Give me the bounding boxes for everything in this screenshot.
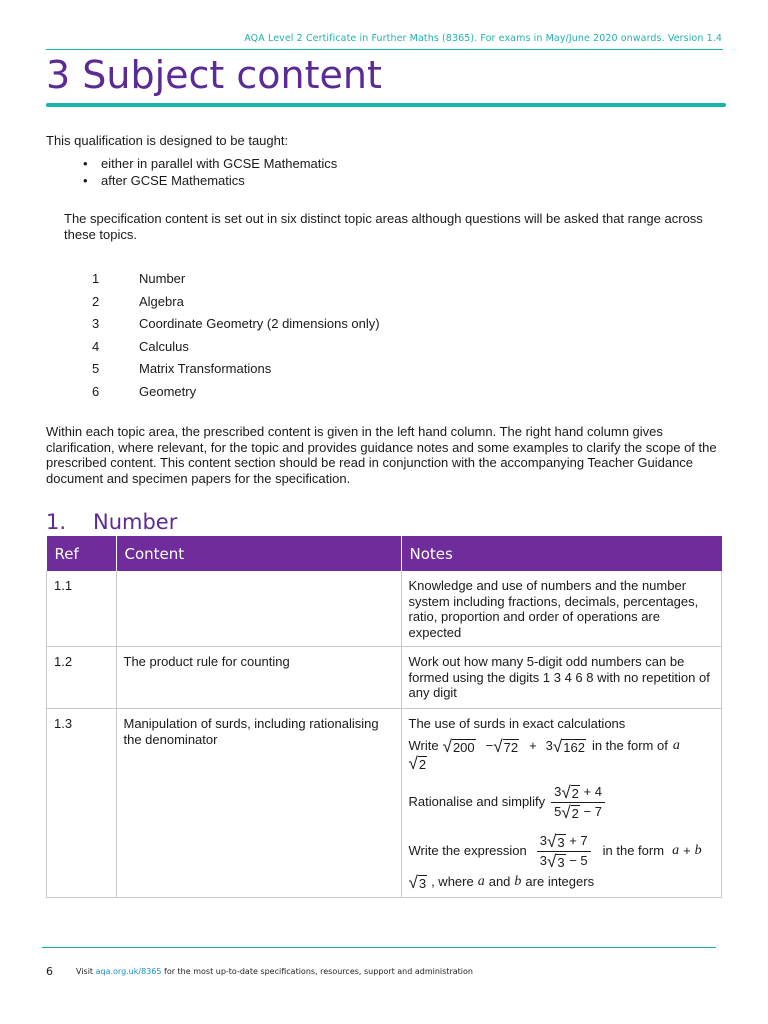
ref-cell: 1.3 bbox=[47, 709, 117, 898]
sqrt-162: √ 162 bbox=[552, 736, 585, 756]
topic-number: 2 bbox=[92, 293, 100, 309]
content-cell: The product rule for counting bbox=[116, 647, 401, 709]
form-label: in the form bbox=[602, 843, 665, 859]
chapter-title: 3 Subject content bbox=[46, 53, 382, 97]
surd-expression-line bbox=[409, 738, 715, 755]
topic-number: 6 bbox=[92, 383, 100, 399]
topic-label: Number bbox=[139, 271, 186, 286]
variable-a: a bbox=[672, 843, 680, 859]
content-cell bbox=[116, 571, 401, 647]
intro-bullet-list bbox=[78, 155, 337, 189]
topic-label: Calculus bbox=[139, 338, 189, 354]
notes-cell: Knowledge and use of numbers and the number system including fractions, decimals, percentages, ratio, proportion and order of operations are expected bbox=[401, 571, 722, 647]
table-row bbox=[47, 571, 722, 647]
ref-cell: 1.2 bbox=[47, 647, 117, 709]
table-row bbox=[47, 709, 722, 898]
sqrt-72: √ 72 bbox=[493, 736, 519, 756]
column-header-content: Content bbox=[116, 536, 401, 571]
topic-item bbox=[92, 339, 380, 362]
rationalise-line bbox=[409, 784, 715, 821]
page-number: 6 bbox=[46, 965, 53, 978]
sqrt-200: √ 200 bbox=[442, 736, 475, 756]
topic-number: 3 bbox=[92, 316, 100, 332]
plus-sign: + bbox=[683, 843, 691, 859]
rationalise-label: Rationalise and simplify bbox=[408, 794, 546, 810]
column-header-ref: Ref bbox=[47, 536, 117, 571]
bullet-item: • after GCSE Mathematics bbox=[78, 172, 337, 189]
guidance-paragraph: Within each topic area, the prescribed content is given in the left hand column. The right hand column gives clarification, where relevant, for the topic and provides guidance notes and some examples to clarify the scope of the prescribed content. This content section should be read in conjunction with the accompanying Teacher Guidance document and specimen papers for the specification. bbox=[46, 424, 717, 486]
surd-result-line bbox=[409, 755, 715, 772]
plus-sign: + bbox=[529, 738, 537, 754]
table-header-row bbox=[47, 536, 722, 571]
sqrt-2: √ 2 bbox=[408, 753, 427, 773]
minus-sign: − bbox=[485, 738, 494, 754]
integer-condition-line: √ 3 , where a and b are integers bbox=[408, 872, 595, 892]
write-label: Write bbox=[408, 738, 439, 754]
topic-number: 4 bbox=[92, 338, 100, 354]
content-cell: Manipulation of surds, including rationalising the denominator bbox=[116, 709, 401, 898]
ref-cell: 1.1 bbox=[47, 571, 117, 647]
content-table bbox=[46, 536, 722, 898]
notes-cell bbox=[401, 709, 722, 898]
section-heading bbox=[46, 508, 177, 536]
variable-a: a bbox=[672, 738, 680, 754]
topic-item bbox=[92, 384, 380, 407]
topic-list bbox=[92, 271, 380, 407]
coefficient: 3 bbox=[545, 738, 553, 754]
intro-paragraph: This qualification is designed to be taught: bbox=[46, 133, 289, 148]
variable-b: b bbox=[514, 874, 522, 890]
header-rule-thick bbox=[46, 103, 726, 107]
bullet-item: • either in parallel with GCSE Mathematics bbox=[78, 155, 337, 172]
column-header-notes: Notes bbox=[401, 536, 722, 571]
footer-rule bbox=[42, 947, 716, 948]
topic-label: Matrix Transformations bbox=[139, 361, 272, 377]
fraction-2: 3 √ 3 + 7 3 √ 3 − 5 bbox=[537, 833, 591, 870]
section-title: Number bbox=[93, 510, 178, 534]
expression-label: Write the expression bbox=[408, 843, 527, 859]
sqrt-3: √ 3 bbox=[408, 872, 427, 892]
notes-cell: Work out how many 5-digit odd numbers can be formed using the digits 1 3 4 6 8 with no repetition of any digit bbox=[401, 647, 722, 709]
footer-link[interactable]: aqa.org.uk/8365 bbox=[95, 967, 162, 976]
document-header-line: AQA Level 2 Certificate in Further Maths (8365). For exams in May/June 2020 onwards. Version 1.4 bbox=[244, 33, 722, 44]
topic-item bbox=[92, 361, 380, 384]
footer-text: Visit aqa.org.uk/8365 for the most up-to-date specifications, resources, support and administration bbox=[76, 967, 473, 976]
notes-line: The use of surds in exact calculations bbox=[408, 716, 626, 731]
topic-item bbox=[92, 294, 380, 317]
table-row bbox=[47, 647, 722, 709]
topic-item bbox=[92, 316, 380, 339]
variable-b: b bbox=[694, 843, 702, 859]
topic-number: 1 bbox=[92, 271, 100, 286]
topic-label: Algebra bbox=[139, 293, 184, 309]
form-of-label: in the form of bbox=[591, 738, 668, 754]
topic-label: Coordinate Geometry (2 dimensions only) bbox=[139, 316, 380, 332]
variable-a: a bbox=[477, 874, 485, 890]
topic-number: 5 bbox=[92, 361, 100, 377]
section-number: 1. bbox=[46, 510, 67, 534]
topic-item bbox=[92, 271, 380, 294]
expression-line bbox=[409, 833, 715, 870]
fraction-1: 3 √ 2 + 4 5 √ 2 − 7 bbox=[551, 784, 605, 821]
topic-label: Geometry bbox=[139, 383, 197, 399]
spec-paragraph: The specification content is set out in six distinct topic areas although questions will be asked that range across these topics. bbox=[64, 211, 703, 242]
